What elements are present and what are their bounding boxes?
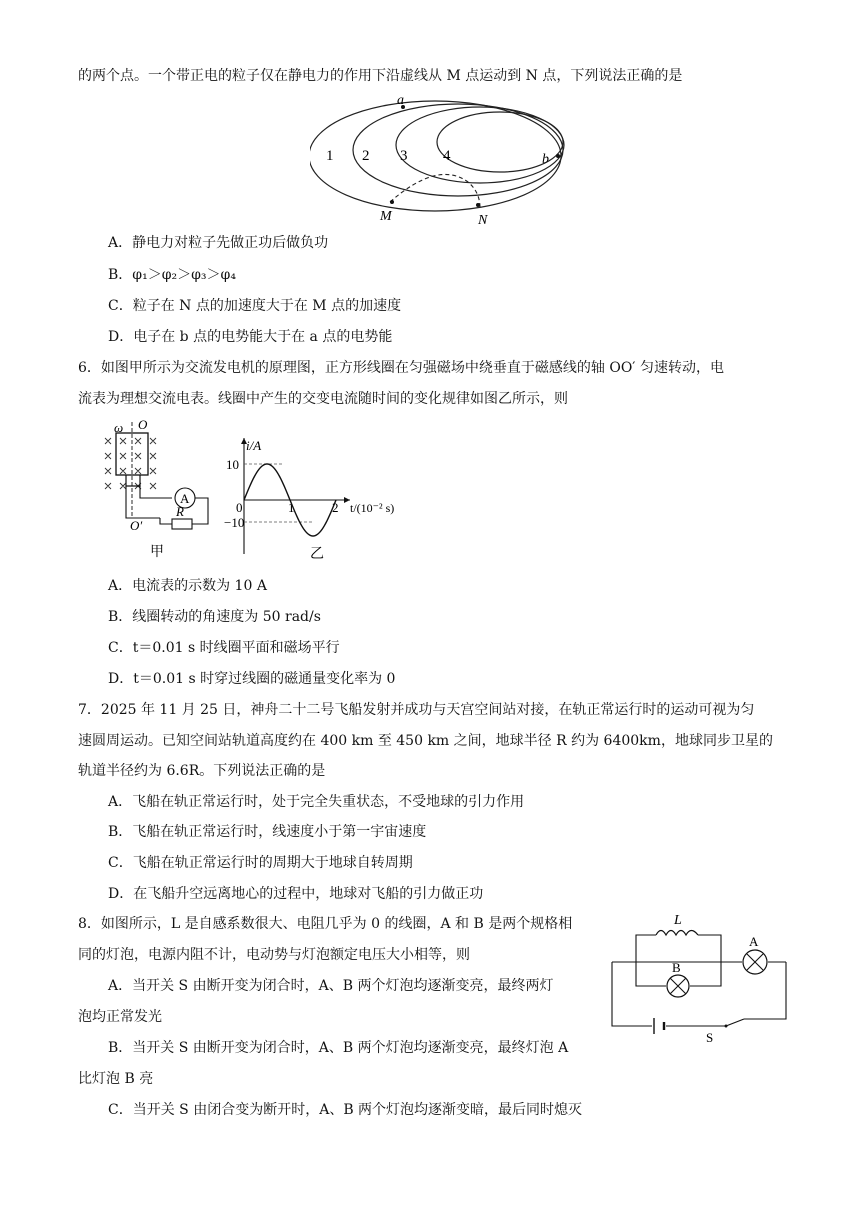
q6-option-c: C．t＝0.01 s 时线圈平面和磁场平行 — [108, 640, 340, 656]
O-label: O — [138, 418, 148, 432]
q5-option-b: B．φ₁＞φ₂＞φ₃＞φ₄ — [108, 267, 236, 283]
resistor — [172, 519, 192, 529]
q8-option-a-line2: 泡均正常发光 — [78, 1009, 162, 1025]
lamp-B — [667, 975, 689, 997]
point-M — [390, 200, 394, 204]
battery — [654, 1018, 664, 1034]
Oprime-label: O′ — [130, 518, 143, 533]
q6-option-d: D．t＝0.01 s 时穿过线圈的磁通量变化率为 0 — [108, 671, 396, 687]
q5-equipotential-figure — [310, 90, 580, 230]
q5-option-c: C．粒子在 N 点的加速度大于在 M 点的加速度 — [108, 298, 402, 314]
label-2: 2 — [362, 148, 370, 164]
q6-stem-line2: 流表为理想交流电表。线圈中产生的交变电流随时间的变化规律如图乙所示，则 — [78, 391, 568, 407]
label-4: 4 — [443, 148, 451, 164]
q6-option-b: B．线圈转动的角速度为 50 rad/s — [108, 609, 321, 625]
y-axis-label: i/A — [246, 438, 262, 453]
figure-jia-label: 甲 — [150, 545, 164, 560]
lamp-B-label: B — [672, 960, 681, 975]
q7-option-d: D．在飞船升空远离地心的过程中，地球对飞船的引力做正功 — [108, 886, 484, 902]
q7-option-a: A．飞船在轨正常运行时，处于完全失重状态，不受地球的引力作用 — [108, 794, 525, 810]
q6-stem-line1: 6．如图甲所示为交流发电机的原理图，正方形线圈在匀强磁场中绕垂直于磁感线的轴 OO′ 匀速转动，电 — [78, 360, 724, 376]
q7-option-c: C．飞船在轨正常运行时的周期大于地球自转周期 — [108, 855, 413, 871]
q8-stem-line1: 8．如图所示，L 是自感系数很大、电阻几乎为 0 的线圈，A 和 B 是两个规格相 — [78, 916, 573, 932]
x-tick-2: 2 — [332, 500, 339, 515]
y-tick-10: 10 — [226, 457, 239, 472]
label-M: M — [380, 209, 392, 224]
label-3: 3 — [400, 148, 408, 164]
y-tick-neg10: −10 — [224, 515, 245, 530]
q7-stem-line3: 轨道半径约为 6.6R。下列说法正确的是 — [78, 763, 326, 779]
ammeter-label: A — [180, 491, 190, 506]
x-tick-1: 1 — [288, 500, 295, 515]
q5-intro: 的两个点。一个带正电的粒子仅在静电力的作用下沿虚线从 M 点运动到 N 点，下列说法正确的是 — [78, 68, 683, 84]
q8-option-a-line1: A．当开关 S 由断开变为闭合时，A、B 两个灯泡均逐渐变亮，最终两灯 — [108, 978, 554, 994]
point-b — [556, 154, 560, 158]
switch-S — [725, 1019, 745, 1028]
inductor-label: L — [674, 913, 682, 928]
x-axis-label: t/(10⁻² s) — [350, 501, 395, 515]
resistor-label: R — [176, 504, 184, 519]
q6-option-a: A．电流表的示数为 10 A — [108, 578, 267, 594]
label-1: 1 — [326, 148, 334, 164]
particle-trajectory — [390, 174, 480, 208]
point-N — [476, 203, 480, 207]
figure-yi-label: 乙 — [310, 547, 324, 562]
q5-option-d: D．电子在 b 点的电势能大于在 a 点的电势能 — [108, 329, 393, 345]
inductor-coil — [656, 931, 698, 936]
label-b: b — [542, 152, 549, 167]
label-a: a — [397, 93, 404, 108]
lamp-A-label: A — [749, 934, 759, 949]
q7-option-b: B．飞船在轨正常运行时，线速度小于第一宇宙速度 — [108, 824, 427, 840]
q8-option-b-line2: 比灯泡 B 亮 — [78, 1071, 154, 1087]
q6-current-graph — [222, 432, 412, 562]
q7-stem-line2: 速圆周运动。已知空间站轨道高度约在 400 km 至 450 km 之间，地球半径 R 约为 6400km，地球同步卫星的 — [78, 733, 773, 749]
lamp-A — [743, 950, 767, 974]
q6-generator-figure — [100, 418, 220, 566]
switch-label: S — [706, 1030, 714, 1043]
q5-option-a: A．静电力对粒子先做正功后做负功 — [108, 235, 329, 251]
origin-label: 0 — [236, 500, 243, 515]
q7-stem-line1: 7．2025 年 11 月 25 日，神舟二十二号飞船发射并成功与天宫空间站对接，在轨正常运行时的运动可视为匀 — [78, 702, 755, 718]
q8-option-c: C．当开关 S 由闭合变为断开时，A、B 两个灯泡均逐渐变暗，最后同时熄灭 — [108, 1102, 583, 1118]
omega-label: ω — [114, 420, 124, 435]
q8-option-b-line1: B．当开关 S 由断开变为闭合时，A、B 两个灯泡均逐渐变亮，最终灯泡 A — [108, 1040, 569, 1056]
q8-stem-line2: 同的灯泡，电源内阻不计，电动势与灯泡额定电压大小相等，则 — [78, 947, 470, 963]
label-N: N — [478, 213, 488, 228]
q8-circuit-figure — [606, 908, 796, 1043]
